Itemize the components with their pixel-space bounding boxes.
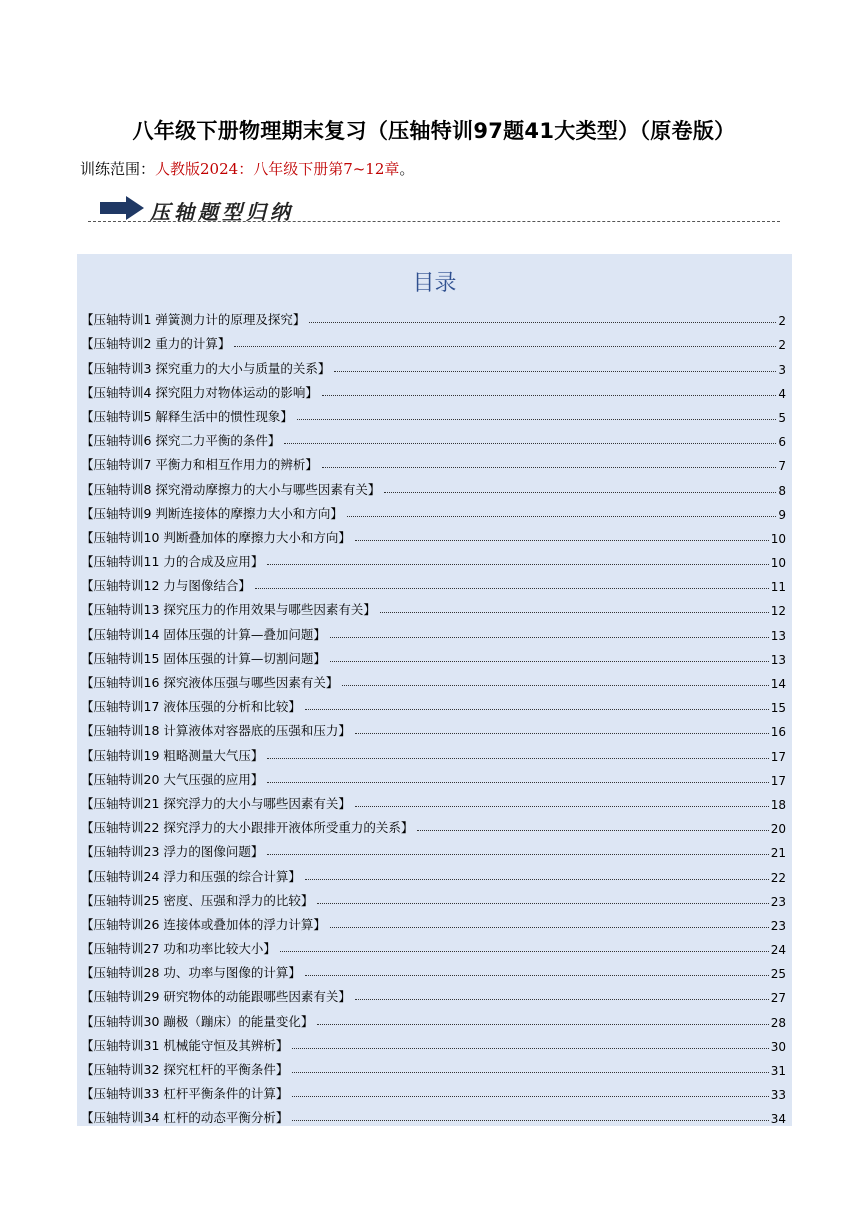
toc-item[interactable] xyxy=(77,352,792,376)
toc-item[interactable] xyxy=(77,957,792,981)
toc-leader-dots xyxy=(255,588,769,589)
toc-item-page: 16 xyxy=(770,725,786,740)
toc-item-page: 4 xyxy=(778,386,786,401)
arrow-right-icon xyxy=(100,196,144,220)
toc-item[interactable] xyxy=(77,546,792,570)
toc-item-label: 【压轴特训11 力的合成及应用】 xyxy=(81,554,264,570)
toc-item-label: 【压轴特训4 探究阻力对物体运动的影响】 xyxy=(81,384,318,400)
toc-leader-dots xyxy=(267,564,768,565)
toc-item-label: 【压轴特训26 连接体或叠加体的浮力计算】 xyxy=(81,916,326,932)
toc-item[interactable] xyxy=(77,739,792,763)
table-of-contents xyxy=(77,254,792,1126)
toc-item-page: 5 xyxy=(778,410,786,425)
toc-item-page: 9 xyxy=(778,507,786,522)
toc-item-label: 【压轴特训10 判断叠加体的摩擦力大小和方向】 xyxy=(81,529,351,545)
toc-item[interactable] xyxy=(77,933,792,957)
toc-leader-dots xyxy=(267,758,768,759)
toc-leader-dots xyxy=(342,685,768,686)
toc-leader-dots xyxy=(305,975,769,976)
toc-item-page: 17 xyxy=(770,773,786,788)
toc-item[interactable] xyxy=(77,885,792,909)
toc-item-page: 14 xyxy=(770,677,786,691)
toc-item-page: 8 xyxy=(778,483,786,498)
toc-item-label: 【压轴特训13 探究压力的作用效果与哪些因素有关】 xyxy=(81,602,376,618)
toc-item-label: 【压轴特训6 探究二力平衡的条件】 xyxy=(81,433,281,449)
toc-item-label: 【压轴特训27 功和功率比较大小】 xyxy=(81,941,276,957)
toc-item-label: 【压轴特训17 液体压强的分析和比较】 xyxy=(81,699,301,715)
toc-item-label: 【压轴特训5 解释生活中的惯性现象】 xyxy=(81,408,293,424)
toc-item[interactable] xyxy=(77,594,792,618)
toc-item[interactable] xyxy=(77,715,792,739)
toc-leader-dots xyxy=(317,1024,768,1025)
toc-item-label: 【压轴特训3 探究重力的大小与质量的关系】 xyxy=(81,360,331,376)
toc-leader-dots xyxy=(284,443,776,444)
toc-item-label: 【压轴特训28 功、功率与图像的计算】 xyxy=(81,965,301,981)
toc-leader-dots xyxy=(355,733,769,734)
toc-item[interactable] xyxy=(77,304,792,328)
toc-item-page: 3 xyxy=(778,362,786,377)
toc-heading: 目录 xyxy=(412,271,457,296)
toc-item-label: 【压轴特训9 判断连接体的摩擦力大小和方向】 xyxy=(81,505,343,521)
toc-item-page: 12 xyxy=(770,604,786,619)
toc-item-label: 【压轴特训25 密度、压强和浮力的比较】 xyxy=(81,892,314,908)
toc-item-label: 【压轴特训14 固体压强的计算—叠加问题】 xyxy=(81,626,326,642)
toc-item[interactable] xyxy=(77,473,792,497)
toc-item-page: 13 xyxy=(770,652,786,667)
toc-item-page: 23 xyxy=(770,894,786,909)
toc-item[interactable] xyxy=(77,522,792,546)
toc-leader-dots xyxy=(309,322,776,323)
section-banner xyxy=(88,194,780,226)
toc-item[interactable] xyxy=(77,691,792,715)
toc-item[interactable] xyxy=(77,836,792,860)
toc-leader-dots xyxy=(292,1120,768,1121)
toc-leader-dots xyxy=(280,951,769,952)
toc-item[interactable] xyxy=(77,1102,792,1126)
toc-item-label: 【压轴特训21 探究浮力的大小与哪些因素有关】 xyxy=(81,795,351,811)
toc-item-page: 2 xyxy=(778,338,786,353)
toc-item-page: 10 xyxy=(770,556,786,571)
toc-item-label: 【压轴特训20 大气压强的应用】 xyxy=(81,771,264,787)
toc-item[interactable] xyxy=(77,1030,792,1054)
toc-item-label: 【压轴特训32 探究杠杆的平衡条件】 xyxy=(81,1062,289,1077)
toc-item-label: 【压轴特训15 固体压强的计算—切割问题】 xyxy=(81,650,326,666)
scope-prefix: 训练范围： xyxy=(80,160,156,178)
toc-item-label: 【压轴特训8 探究滑动摩擦力的大小与哪些因素有关】 xyxy=(81,481,381,497)
banner-text: 压轴题型归纳 xyxy=(150,200,294,224)
toc-item-label: 【压轴特训24 浮力和压强的综合计算】 xyxy=(81,868,301,884)
toc-leader-dots xyxy=(292,1072,768,1073)
toc-item[interactable] xyxy=(77,401,792,425)
toc-item-label: 【压轴特训33 杠杆平衡条件的计算】 xyxy=(81,1086,289,1102)
toc-item-label: 【压轴特训16 探究液体压强与哪些因素有关】 xyxy=(81,675,339,690)
toc-leader-dots xyxy=(267,854,768,855)
toc-item[interactable] xyxy=(77,377,792,401)
toc-leader-dots xyxy=(322,395,776,396)
toc-item-page: 21 xyxy=(770,846,786,861)
toc-item-page: 25 xyxy=(770,967,786,982)
toc-item-page: 31 xyxy=(770,1064,786,1078)
toc-item-page: 30 xyxy=(770,1039,786,1054)
toc-item[interactable] xyxy=(77,1078,792,1102)
toc-item-label: 【压轴特训18 计算液体对容器底的压强和压力】 xyxy=(81,723,351,739)
toc-item[interactable] xyxy=(77,667,792,691)
toc-item-label: 【压轴特训23 浮力的图像问题】 xyxy=(81,844,264,860)
toc-item[interactable] xyxy=(77,860,792,884)
toc-item-page: 11 xyxy=(770,580,786,595)
toc-leader-dots xyxy=(417,830,768,831)
toc-item-label: 【压轴特训1 弹簧测力计的原理及探究】 xyxy=(81,312,306,328)
toc-item-page: 33 xyxy=(770,1088,786,1103)
toc-item-page: 10 xyxy=(770,531,786,546)
toc-item-label: 【压轴特训12 力与图像结合】 xyxy=(81,578,251,594)
training-scope xyxy=(80,158,414,179)
toc-item[interactable] xyxy=(77,328,792,352)
toc-leader-dots xyxy=(330,637,769,638)
toc-leader-dots xyxy=(317,903,768,904)
toc-list xyxy=(77,304,792,1126)
toc-leader-dots xyxy=(380,612,769,613)
toc-item-label: 【压轴特训34 杠杆的动态平衡分析】 xyxy=(81,1110,289,1126)
toc-leader-dots xyxy=(267,782,768,783)
toc-leader-dots xyxy=(347,516,776,517)
toc-leader-dots xyxy=(297,419,776,420)
toc-leader-dots xyxy=(355,806,769,807)
toc-item-page: 6 xyxy=(778,435,786,450)
toc-item-page: 13 xyxy=(770,628,786,643)
toc-item[interactable] xyxy=(77,1054,792,1078)
toc-leader-dots xyxy=(330,661,769,662)
toc-item-page: 15 xyxy=(770,701,786,716)
toc-leader-dots xyxy=(234,346,776,347)
toc-item-page: 2 xyxy=(778,314,786,329)
toc-item-page: 7 xyxy=(778,459,786,474)
toc-item-page: 17 xyxy=(770,749,786,764)
toc-item-page: 34 xyxy=(770,1112,786,1127)
toc-leader-dots xyxy=(292,1048,768,1049)
toc-item[interactable] xyxy=(77,788,792,812)
toc-item-label: 【压轴特训31 机械能守恒及其辨析】 xyxy=(81,1037,289,1053)
toc-leader-dots xyxy=(305,879,769,880)
toc-leader-dots xyxy=(355,999,769,1000)
toc-item-page: 27 xyxy=(770,991,786,1006)
toc-item[interactable] xyxy=(77,425,792,449)
toc-item-label: 【压轴特训19 粗略测量大气压】 xyxy=(81,747,264,763)
toc-item[interactable] xyxy=(77,812,792,836)
toc-item[interactable] xyxy=(77,449,792,473)
banner-divider xyxy=(88,221,780,222)
toc-item-page: 20 xyxy=(770,822,786,837)
toc-item-label: 【压轴特训29 研究物体的动能跟哪些因素有关】 xyxy=(81,989,351,1005)
toc-leader-dots xyxy=(305,709,769,710)
toc-item[interactable] xyxy=(77,764,792,788)
scope-suffix: 。 xyxy=(399,160,415,178)
toc-leader-dots xyxy=(384,492,776,493)
toc-item[interactable] xyxy=(77,570,792,594)
toc-leader-dots xyxy=(292,1096,768,1097)
toc-item-label: 【压轴特训22 探究浮力的大小跟排开液体所受重力的关系】 xyxy=(81,820,414,836)
toc-leader-dots xyxy=(330,927,769,928)
toc-item[interactable] xyxy=(77,618,792,642)
toc-item[interactable] xyxy=(77,981,792,1005)
document-title: 八年级下册物理期末复习（压轴特训97题41大类型）（原卷版） xyxy=(132,119,736,143)
toc-item[interactable] xyxy=(77,643,792,667)
scope-range: 人教版2024：八年级下册第7~12章 xyxy=(155,160,400,178)
toc-item-label: 【压轴特训2 重力的计算】 xyxy=(81,336,231,352)
toc-item-page: 22 xyxy=(770,870,786,885)
toc-item-page: 28 xyxy=(770,1015,786,1030)
toc-item-label: 【压轴特训30 蹦极（蹦床）的能量变化】 xyxy=(81,1013,314,1029)
toc-item-page: 18 xyxy=(770,797,786,812)
toc-leader-dots xyxy=(322,467,776,468)
toc-leader-dots xyxy=(334,371,776,372)
toc-item[interactable] xyxy=(77,909,792,933)
toc-item-page: 24 xyxy=(770,943,786,958)
toc-item-label: 【压轴特训7 平衡力和相互作用力的辨析】 xyxy=(81,457,318,473)
toc-item[interactable] xyxy=(77,1005,792,1029)
toc-leader-dots xyxy=(355,540,769,541)
toc-item-page: 23 xyxy=(770,918,786,933)
toc-item[interactable] xyxy=(77,498,792,522)
